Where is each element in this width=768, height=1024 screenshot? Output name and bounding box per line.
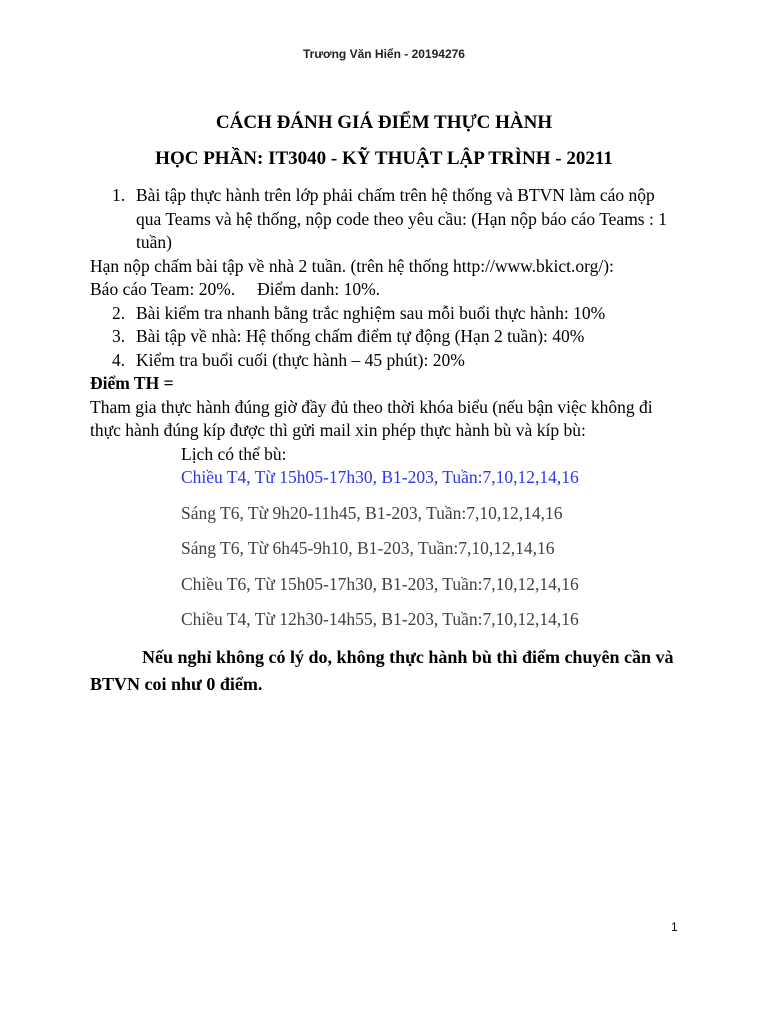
course-title: HỌC PHẦN: IT3040 - KỸ THUẬT LẬP TRÌNH - 20211 bbox=[155, 148, 613, 169]
list-item bbox=[90, 302, 682, 326]
list-number: 3. bbox=[112, 326, 126, 346]
makeup-slot: Sáng T6, Từ 6h45-9h10, B1-203, Tuần:7,10,12,14,16 bbox=[181, 538, 555, 558]
deadline-paragraph: Hạn nộp chấm bài tập về nhà 2 tuần. (trên hệ thống http://www.bkict.org/): bbox=[90, 255, 614, 276]
list-item bbox=[90, 349, 682, 373]
list-text: Kiểm tra buổi cuối (thực hành – 45 phút): 20% bbox=[136, 349, 465, 370]
report-paragraph: Báo cáo Team: 20%. Điểm danh: 10%. bbox=[90, 279, 381, 299]
makeup-slot: Chiều T4, Từ 15h05-17h30, B1-203, Tuần:7,10,12,14,16 bbox=[181, 467, 579, 487]
makeup-slot: Chiều T4, Từ 12h30-14h55, B1-203, Tuần:7,10,12,14,16 bbox=[181, 609, 579, 629]
score-label: Điểm TH = bbox=[90, 373, 174, 393]
final-note: Nếu nghỉ không có lý do, không thực hành bù thì điểm chuyên cần và BTVN coi như 0 điểm. bbox=[90, 646, 674, 694]
attendance-paragraph: Tham gia thực hành đúng giờ đầy đủ theo thời khóa biểu (nếu bận việc không đi thực hành đúng kíp được thì gửi mail xin phép thực hành bù và kíp bù: bbox=[90, 396, 653, 440]
list-text: Bài tập thực hành trên lớp phải chấm trên hệ thống và BTVN làm cáo nộp qua Teams và hệ thống, nộp code theo yêu cầu: (Hạn nộp báo cáo Teams : 1 tuần) bbox=[136, 185, 667, 252]
list-text: Bài kiểm tra nhanh bằng trắc nghiệm sau mỗi buổi thực hành: 10% bbox=[136, 302, 606, 323]
list-item bbox=[90, 325, 682, 349]
list-number: 1. bbox=[112, 185, 126, 205]
makeup-heading: Lịch có thể bù: bbox=[181, 443, 287, 464]
list-number: 2. bbox=[112, 302, 126, 323]
makeup-slot: Chiều T6, Từ 15h05-17h30, B1-203, Tuần:7,10,12,14,16 bbox=[181, 573, 579, 594]
makeup-slot: Sáng T6, Từ 9h20-11h45, B1-203, Tuần:7,10,12,14,16 bbox=[181, 502, 563, 523]
list-text: Bài tập về nhà: Hệ thống chấm điểm tự động (Hạn 2 tuần): 40% bbox=[136, 326, 585, 346]
document-title: CÁCH ĐÁNH GIÁ ĐIỂM THỰC HÀNH bbox=[215, 112, 553, 133]
list-item bbox=[90, 184, 682, 255]
document-body bbox=[90, 184, 682, 698]
list-number: 4. bbox=[112, 349, 126, 370]
page-number: 1 bbox=[671, 920, 678, 934]
page-header: Trương Văn Hiển - 20194276 bbox=[303, 47, 465, 61]
